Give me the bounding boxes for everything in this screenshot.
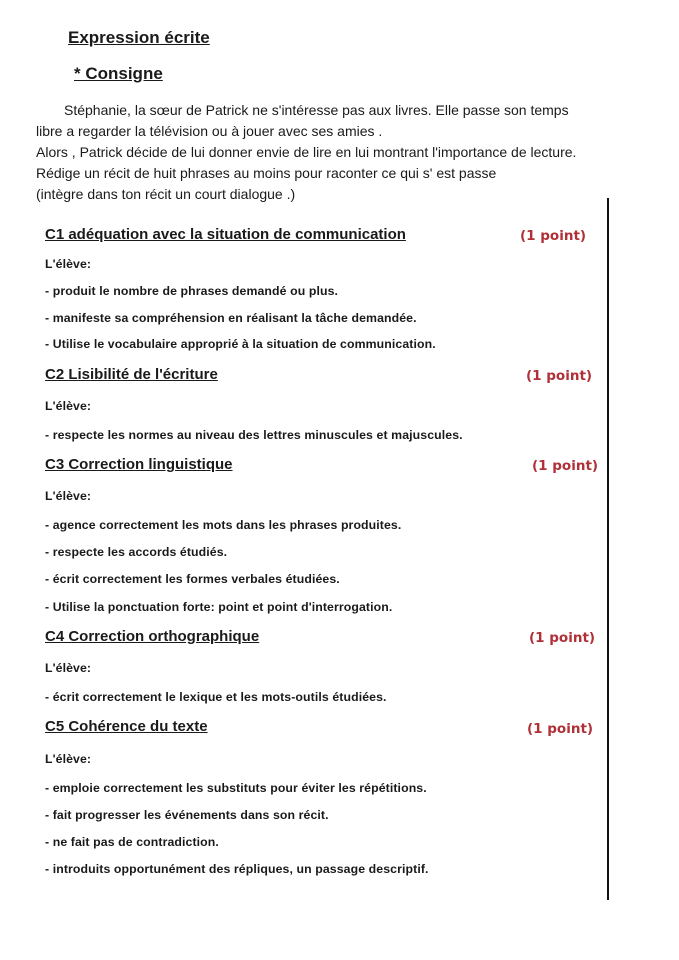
criterion-item: - respecte les accords étudiés. <box>45 545 228 559</box>
criterion-title: C2 Lisibilité de l'écriture <box>45 366 218 383</box>
criterion-item: - manifeste sa compréhension en réalisant la tâche demandée. <box>45 311 417 325</box>
criterion-item: - ne fait pas de contradiction. <box>45 835 219 849</box>
criterion-item: - respecte les normes au niveau des lettres minuscules et majuscules. <box>45 428 463 442</box>
criterion-points: (1 point) <box>526 368 593 384</box>
consigne-label: * Consigne <box>74 64 163 83</box>
criterion-item: - fait progresser les événements dans son récit. <box>45 808 329 822</box>
student-label: L'élève: <box>45 257 92 271</box>
criterion-item: - emploie correctement les substituts pour éviter les répétitions. <box>45 781 427 795</box>
page-title: Expression écrite <box>68 28 210 47</box>
criterion-points: (1 point) <box>527 721 594 737</box>
consigne-line: libre a regarder la télévision ou à jouer avec ses amies . <box>36 123 383 139</box>
consigne-line: Stéphanie, la sœur de Patrick ne s'intéresse pas aux livres. Elle passe son temps <box>64 102 569 118</box>
consigne-line: (intègre dans ton récit un court dialogue .) <box>36 186 296 202</box>
criterion-item: - introduits opportunément des répliques, un passage descriptif. <box>45 862 429 876</box>
margin-line <box>607 198 609 900</box>
criterion-item: - produit le nombre de phrases demandé ou plus. <box>45 284 339 298</box>
criterion-item: - agence correctement les mots dans les phrases produites. <box>45 518 402 532</box>
student-label: L'élève: <box>45 489 92 503</box>
criterion-title: C5 Cohérence du texte <box>45 718 208 735</box>
criterion-item: - Utilise le vocabulaire approprié à la situation de communication. <box>45 337 436 351</box>
student-label: L'élève: <box>45 661 92 675</box>
criterion-points: (1 point) <box>529 630 596 646</box>
criterion-title: C3 Correction linguistique <box>45 456 233 473</box>
criterion-points: (1 point) <box>532 458 599 474</box>
criterion-title: C4 Correction orthographique <box>45 628 260 645</box>
criterion-points: (1 point) <box>520 228 587 244</box>
consigne-line: Alors , Patrick décide de lui donner envie de lire en lui montrant l'importance de lecture. <box>36 144 577 160</box>
criterion-item: - écrit correctement les formes verbales étudiées. <box>45 572 340 586</box>
criterion-item: - Utilise la ponctuation forte: point et point d'interrogation. <box>45 600 393 614</box>
student-label: L'élève: <box>45 399 92 413</box>
criterion-title: C1 adéquation avec la situation de communication <box>45 226 406 243</box>
student-label: L'élève: <box>45 752 92 766</box>
consigne-line: Rédige un récit de huit phrases au moins pour raconter ce qui s' est passe <box>36 165 497 181</box>
criterion-item: - écrit correctement le lexique et les mots-outils étudiées. <box>45 690 387 704</box>
